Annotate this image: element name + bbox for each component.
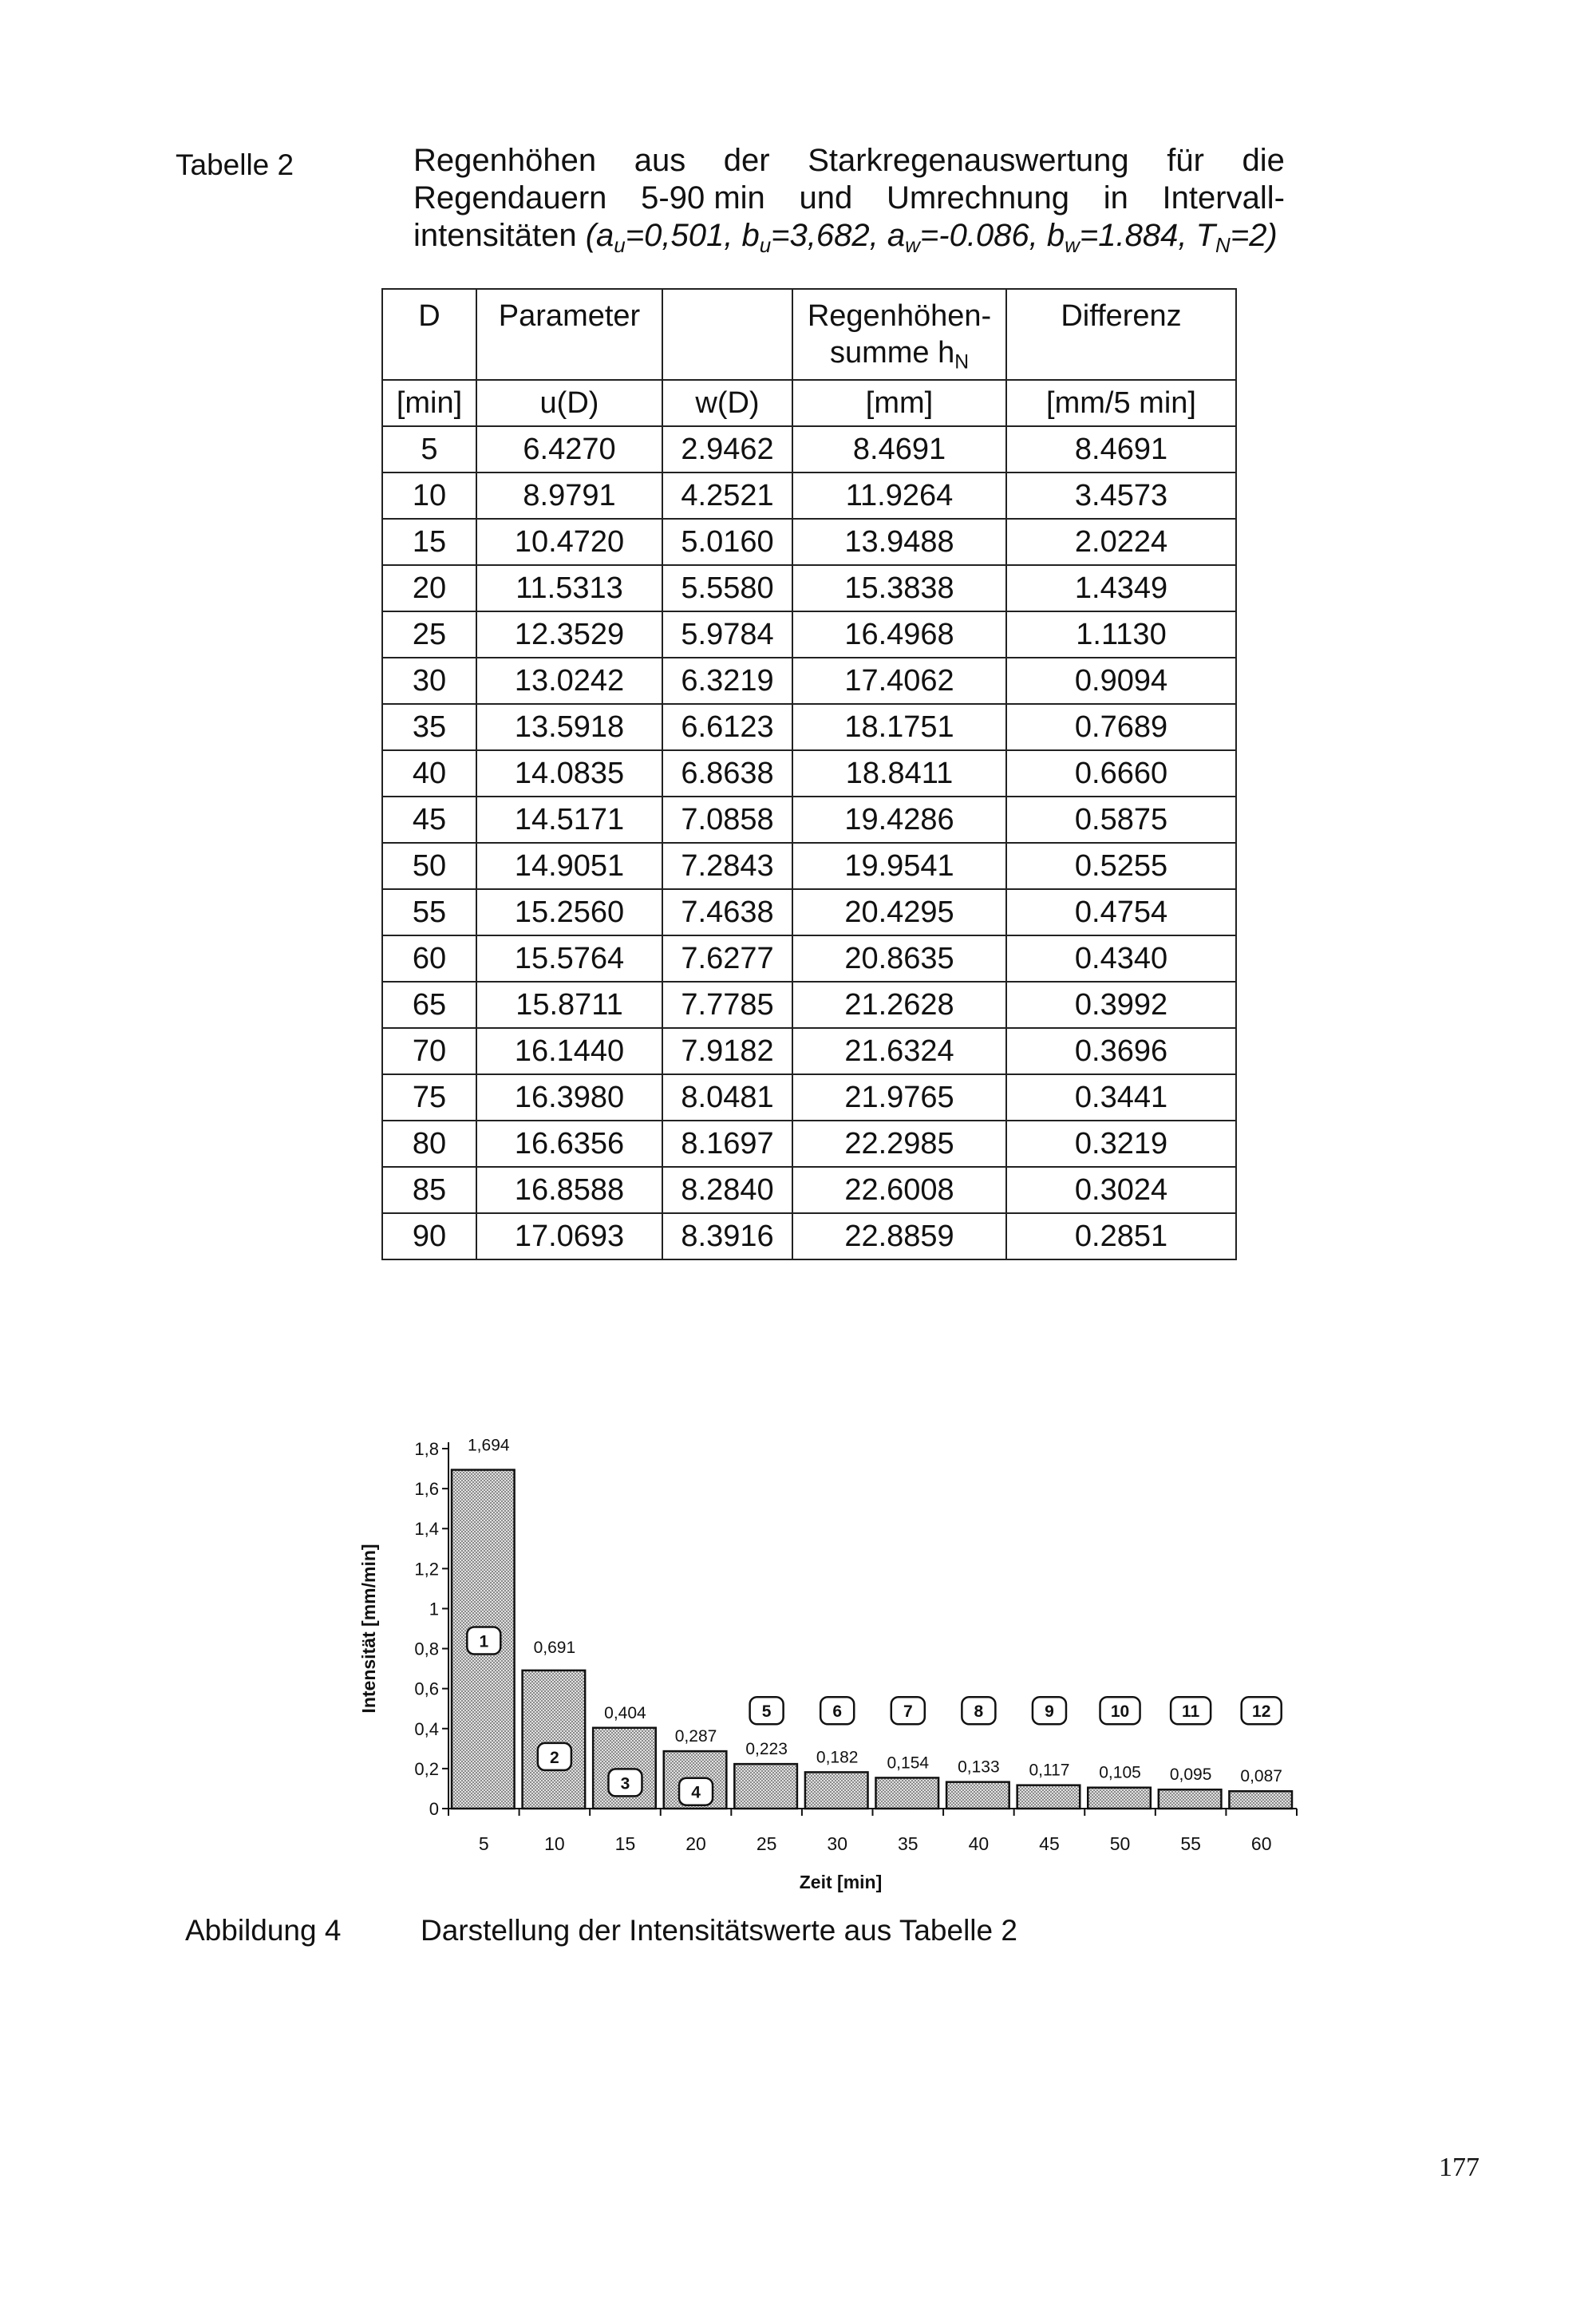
caption-line-1-word-5: für [1167,143,1204,178]
bar [734,1764,797,1809]
bar [946,1782,1009,1809]
y-axis-label: Intensität [mm/min] [358,1544,379,1714]
table-caption [413,142,1285,255]
cell-duration: 85 [382,1167,476,1213]
y-tick-label: 1 [429,1599,439,1619]
header-differenz: Differenz [1006,289,1236,380]
caption-line-1-word-4: Starkregenauswertung [808,143,1129,178]
table-row [382,704,1236,750]
cell-w-value: 2.9462 [662,426,792,472]
cell-difference: 0.3441 [1006,1074,1236,1121]
cell-u-value: 11.5313 [476,565,662,611]
caption-parameters: ($a_u=0,501$, $b_u=3,682$, $a_w=-0.086$, $b_w=1.884$, $T_N=2$) [585,218,1278,257]
bar [876,1777,939,1809]
cell-duration: 35 [382,704,476,750]
cell-rain-sum: 8.4691 [792,426,1006,472]
cell-w-value: 5.0160 [662,519,792,565]
cell-w-value: 5.5580 [662,565,792,611]
rain-data-table [381,288,1237,1260]
table-row [382,889,1236,935]
x-tick-label: 20 [685,1833,706,1854]
table-row [382,750,1236,797]
value-label: 0,691 [533,1638,576,1657]
cell-difference: 3.4573 [1006,472,1236,519]
table-row [382,843,1236,889]
header-empty [662,289,792,380]
caption-line-1-word-6: die [1242,143,1285,178]
cell-w-value: 7.9182 [662,1028,792,1074]
cell-w-value: 7.0858 [662,797,792,843]
cell-difference: 0.7689 [1006,704,1236,750]
cell-u-value: 14.9051 [476,843,662,889]
caption-line-2-word-6: Intervall- [1162,180,1285,215]
cell-u-value: 8.9791 [476,472,662,519]
x-tick-label: 25 [756,1833,777,1854]
table-row [382,426,1236,472]
cell-rain-sum: 21.6324 [792,1028,1006,1074]
table-label: Tabelle 2 [176,148,294,181]
bar-number-label: 10 [1110,1702,1130,1722]
caption-line-1 [413,142,1285,180]
bar-number-label: 3 [620,1774,630,1793]
x-tick-label: 35 [897,1833,918,1854]
cell-difference: 0.9094 [1006,658,1236,704]
cell-duration: 45 [382,797,476,843]
table-row [382,611,1236,658]
cell-w-value: 6.6123 [662,704,792,750]
unit-mm: [mm] [792,380,1006,426]
figure-caption: Darstellung der Intensitätswerte aus Tabelle 2 [421,1914,1017,1947]
caption-line-2-word-4: Umrechnung [886,180,1069,215]
cell-u-value: 14.0835 [476,750,662,797]
figure-label: Abbildung 4 [185,1914,342,1947]
cell-w-value: 7.2843 [662,843,792,889]
cell-u-value: 6.4270 [476,426,662,472]
cell-rain-sum: 17.4062 [792,658,1006,704]
cell-difference: 0.3696 [1006,1028,1236,1074]
cell-duration: 60 [382,935,476,982]
cell-difference: 0.5875 [1006,797,1236,843]
value-label: 0,404 [604,1703,646,1722]
unit-u: u(D) [476,380,662,426]
bar-number-label: 7 [903,1702,913,1722]
value-label: 0,087 [1240,1767,1282,1786]
cell-duration: 55 [382,889,476,935]
value-label: 0,095 [1169,1765,1212,1785]
cell-duration: 5 [382,426,476,472]
cell-difference: 0.3219 [1006,1121,1236,1167]
cell-u-value: 15.8711 [476,982,662,1028]
bar-number-label: 9 [1045,1702,1054,1722]
table-header-row-1 [382,289,1236,380]
cell-rain-sum: 15.3838 [792,565,1006,611]
x-tick-label: 60 [1250,1833,1272,1854]
value-label: 0,117 [1029,1761,1070,1780]
cell-difference: 0.5255 [1006,843,1236,889]
cell-w-value: 8.3916 [662,1213,792,1259]
value-label: 0,154 [887,1754,930,1773]
x-tick-label: 45 [1039,1833,1060,1854]
cell-w-value: 7.7785 [662,982,792,1028]
bar-number-label: 8 [974,1702,984,1722]
bar [523,1671,586,1809]
cell-rain-sum: 18.8411 [792,750,1006,797]
cell-u-value: 13.5918 [476,704,662,750]
cell-rain-sum: 21.9765 [792,1074,1006,1121]
table-row [382,797,1236,843]
cell-rain-sum: 19.9541 [792,843,1006,889]
table-row [382,565,1236,611]
table-body [382,426,1236,1259]
y-tick-label: 1,6 [414,1479,439,1500]
table-row [382,935,1236,982]
y-tick-label: 1,4 [414,1519,439,1540]
cell-duration: 70 [382,1028,476,1074]
cell-w-value: 8.0481 [662,1074,792,1121]
x-tick-label: 50 [1109,1833,1131,1854]
cell-rain-sum: 21.2628 [792,982,1006,1028]
caption-line-2-word-3: und [799,180,853,215]
cell-u-value: 16.8588 [476,1167,662,1213]
cell-w-value: 6.3219 [662,658,792,704]
cell-duration: 75 [382,1074,476,1121]
value-label: 0,287 [674,1727,717,1746]
bar-number-label: 12 [1252,1702,1271,1722]
cell-rain-sum: 11.9264 [792,472,1006,519]
cell-rain-sum: 20.4295 [792,889,1006,935]
caption-line-2 [413,180,1285,217]
caption-line-1-word-2: aus [634,143,686,178]
table-header-row-2 [382,380,1236,426]
y-tick-label: 0,6 [414,1678,439,1699]
bar-number-label: 6 [832,1702,843,1722]
y-tick-label: 0,2 [414,1758,439,1779]
caption-line-2-word-5: in [1103,180,1128,215]
cell-duration: 80 [382,1121,476,1167]
cell-w-value: 4.2521 [662,472,792,519]
cell-duration: 10 [382,472,476,519]
unit-w: w(D) [662,380,792,426]
table-row [382,1028,1236,1074]
cell-difference: 8.4691 [1006,426,1236,472]
caption-line-1-word-3: der [723,143,770,178]
bar [1229,1791,1292,1809]
cell-u-value: 13.0242 [476,658,662,704]
cell-rain-sum: 22.8859 [792,1213,1006,1259]
cell-duration: 15 [382,519,476,565]
cell-u-value: 10.4720 [476,519,662,565]
cell-duration: 40 [382,750,476,797]
caption-line-2-word-2: 5-90 min [641,180,765,215]
bar-number-label: 11 [1182,1702,1200,1722]
caption-line-1-word-1: Regenhöhen [413,143,597,178]
cell-u-value: 16.1440 [476,1028,662,1074]
unit-min: [min] [382,380,476,426]
bar-number-label: 2 [550,1748,559,1767]
bar [1088,1788,1151,1809]
cell-rain-sum: 16.4968 [792,611,1006,658]
cell-w-value: 5.9784 [662,611,792,658]
intensity-bar-chart [335,1389,1325,1900]
cell-duration: 90 [382,1213,476,1259]
header-rain-sum: Regenhöhen- summe $h_N$ [792,289,1006,380]
cell-difference: 1.1130 [1006,611,1236,658]
cell-u-value: 17.0693 [476,1213,662,1259]
y-tick-label: 0 [429,1799,439,1819]
cell-w-value: 7.6277 [662,935,792,982]
bar [1017,1785,1080,1809]
x-axis-label: Zeit [min] [799,1872,883,1892]
table-row [382,1121,1236,1167]
header-d: D [382,289,476,380]
y-tick-label: 0,4 [414,1718,439,1739]
x-tick-label: 15 [614,1833,636,1854]
caption-line-3 [413,217,1285,255]
value-label: 0,105 [1099,1763,1141,1782]
cell-duration: 65 [382,982,476,1028]
page-number: 177 [1439,2153,1479,2182]
caption-line-2-word-1: Regendauern [413,180,607,215]
cell-difference: 0.3024 [1006,1167,1236,1213]
cell-rain-sum: 22.2985 [792,1121,1006,1167]
table-row [382,658,1236,704]
cell-difference: 0.3992 [1006,982,1236,1028]
cell-w-value: 6.8638 [662,750,792,797]
y-tick-label: 1,2 [414,1559,439,1580]
cell-duration: 25 [382,611,476,658]
cell-w-value: 8.2840 [662,1167,792,1213]
cell-rain-sum: 22.6008 [792,1167,1006,1213]
x-tick-label: 55 [1180,1833,1201,1854]
cell-difference: 1.4349 [1006,565,1236,611]
cell-u-value: 14.5171 [476,797,662,843]
cell-duration: 30 [382,658,476,704]
x-tick-label: 40 [968,1833,990,1854]
cell-difference: 0.2851 [1006,1213,1236,1259]
cell-u-value: 16.6356 [476,1121,662,1167]
cell-rain-sum: 19.4286 [792,797,1006,843]
bar-number-label: 5 [761,1702,772,1722]
y-tick-label: 0,8 [414,1639,439,1659]
x-tick-label: 30 [827,1833,848,1854]
unit-mm-per-5min: [mm/5 min] [1006,380,1236,426]
bar-number-label: 1 [479,1632,489,1651]
table-row [382,1213,1236,1259]
bar [805,1772,868,1809]
x-tick-label: 10 [544,1833,565,1854]
table-row [382,982,1236,1028]
cell-rain-sum: 20.8635 [792,935,1006,982]
x-tick-label: 5 [478,1833,489,1854]
cell-duration: 50 [382,843,476,889]
cell-u-value: 15.5764 [476,935,662,982]
cell-duration: 20 [382,565,476,611]
value-label: 1,694 [468,1436,510,1455]
cell-difference: 0.4754 [1006,889,1236,935]
value-label: 0,133 [958,1758,1000,1777]
caption-line-3-prefix: intensitäten [413,218,577,253]
header-parameter: Parameter [476,289,662,380]
bar-number-label: 4 [691,1783,701,1802]
cell-u-value: 16.3980 [476,1074,662,1121]
table-row [382,1074,1236,1121]
cell-rain-sum: 13.9488 [792,519,1006,565]
cell-u-value: 12.3529 [476,611,662,658]
cell-rain-sum: 18.1751 [792,704,1006,750]
table-row [382,472,1236,519]
value-label: 0,223 [745,1740,788,1759]
y-tick-label: 1,8 [414,1439,439,1459]
cell-w-value: 7.4638 [662,889,792,935]
cell-difference: 2.0224 [1006,519,1236,565]
value-label: 0,182 [816,1748,859,1767]
table-row [382,1167,1236,1213]
cell-w-value: 8.1697 [662,1121,792,1167]
bar [1159,1789,1222,1809]
table-row [382,519,1236,565]
cell-difference: 0.6660 [1006,750,1236,797]
cell-difference: 0.4340 [1006,935,1236,982]
cell-u-value: 15.2560 [476,889,662,935]
